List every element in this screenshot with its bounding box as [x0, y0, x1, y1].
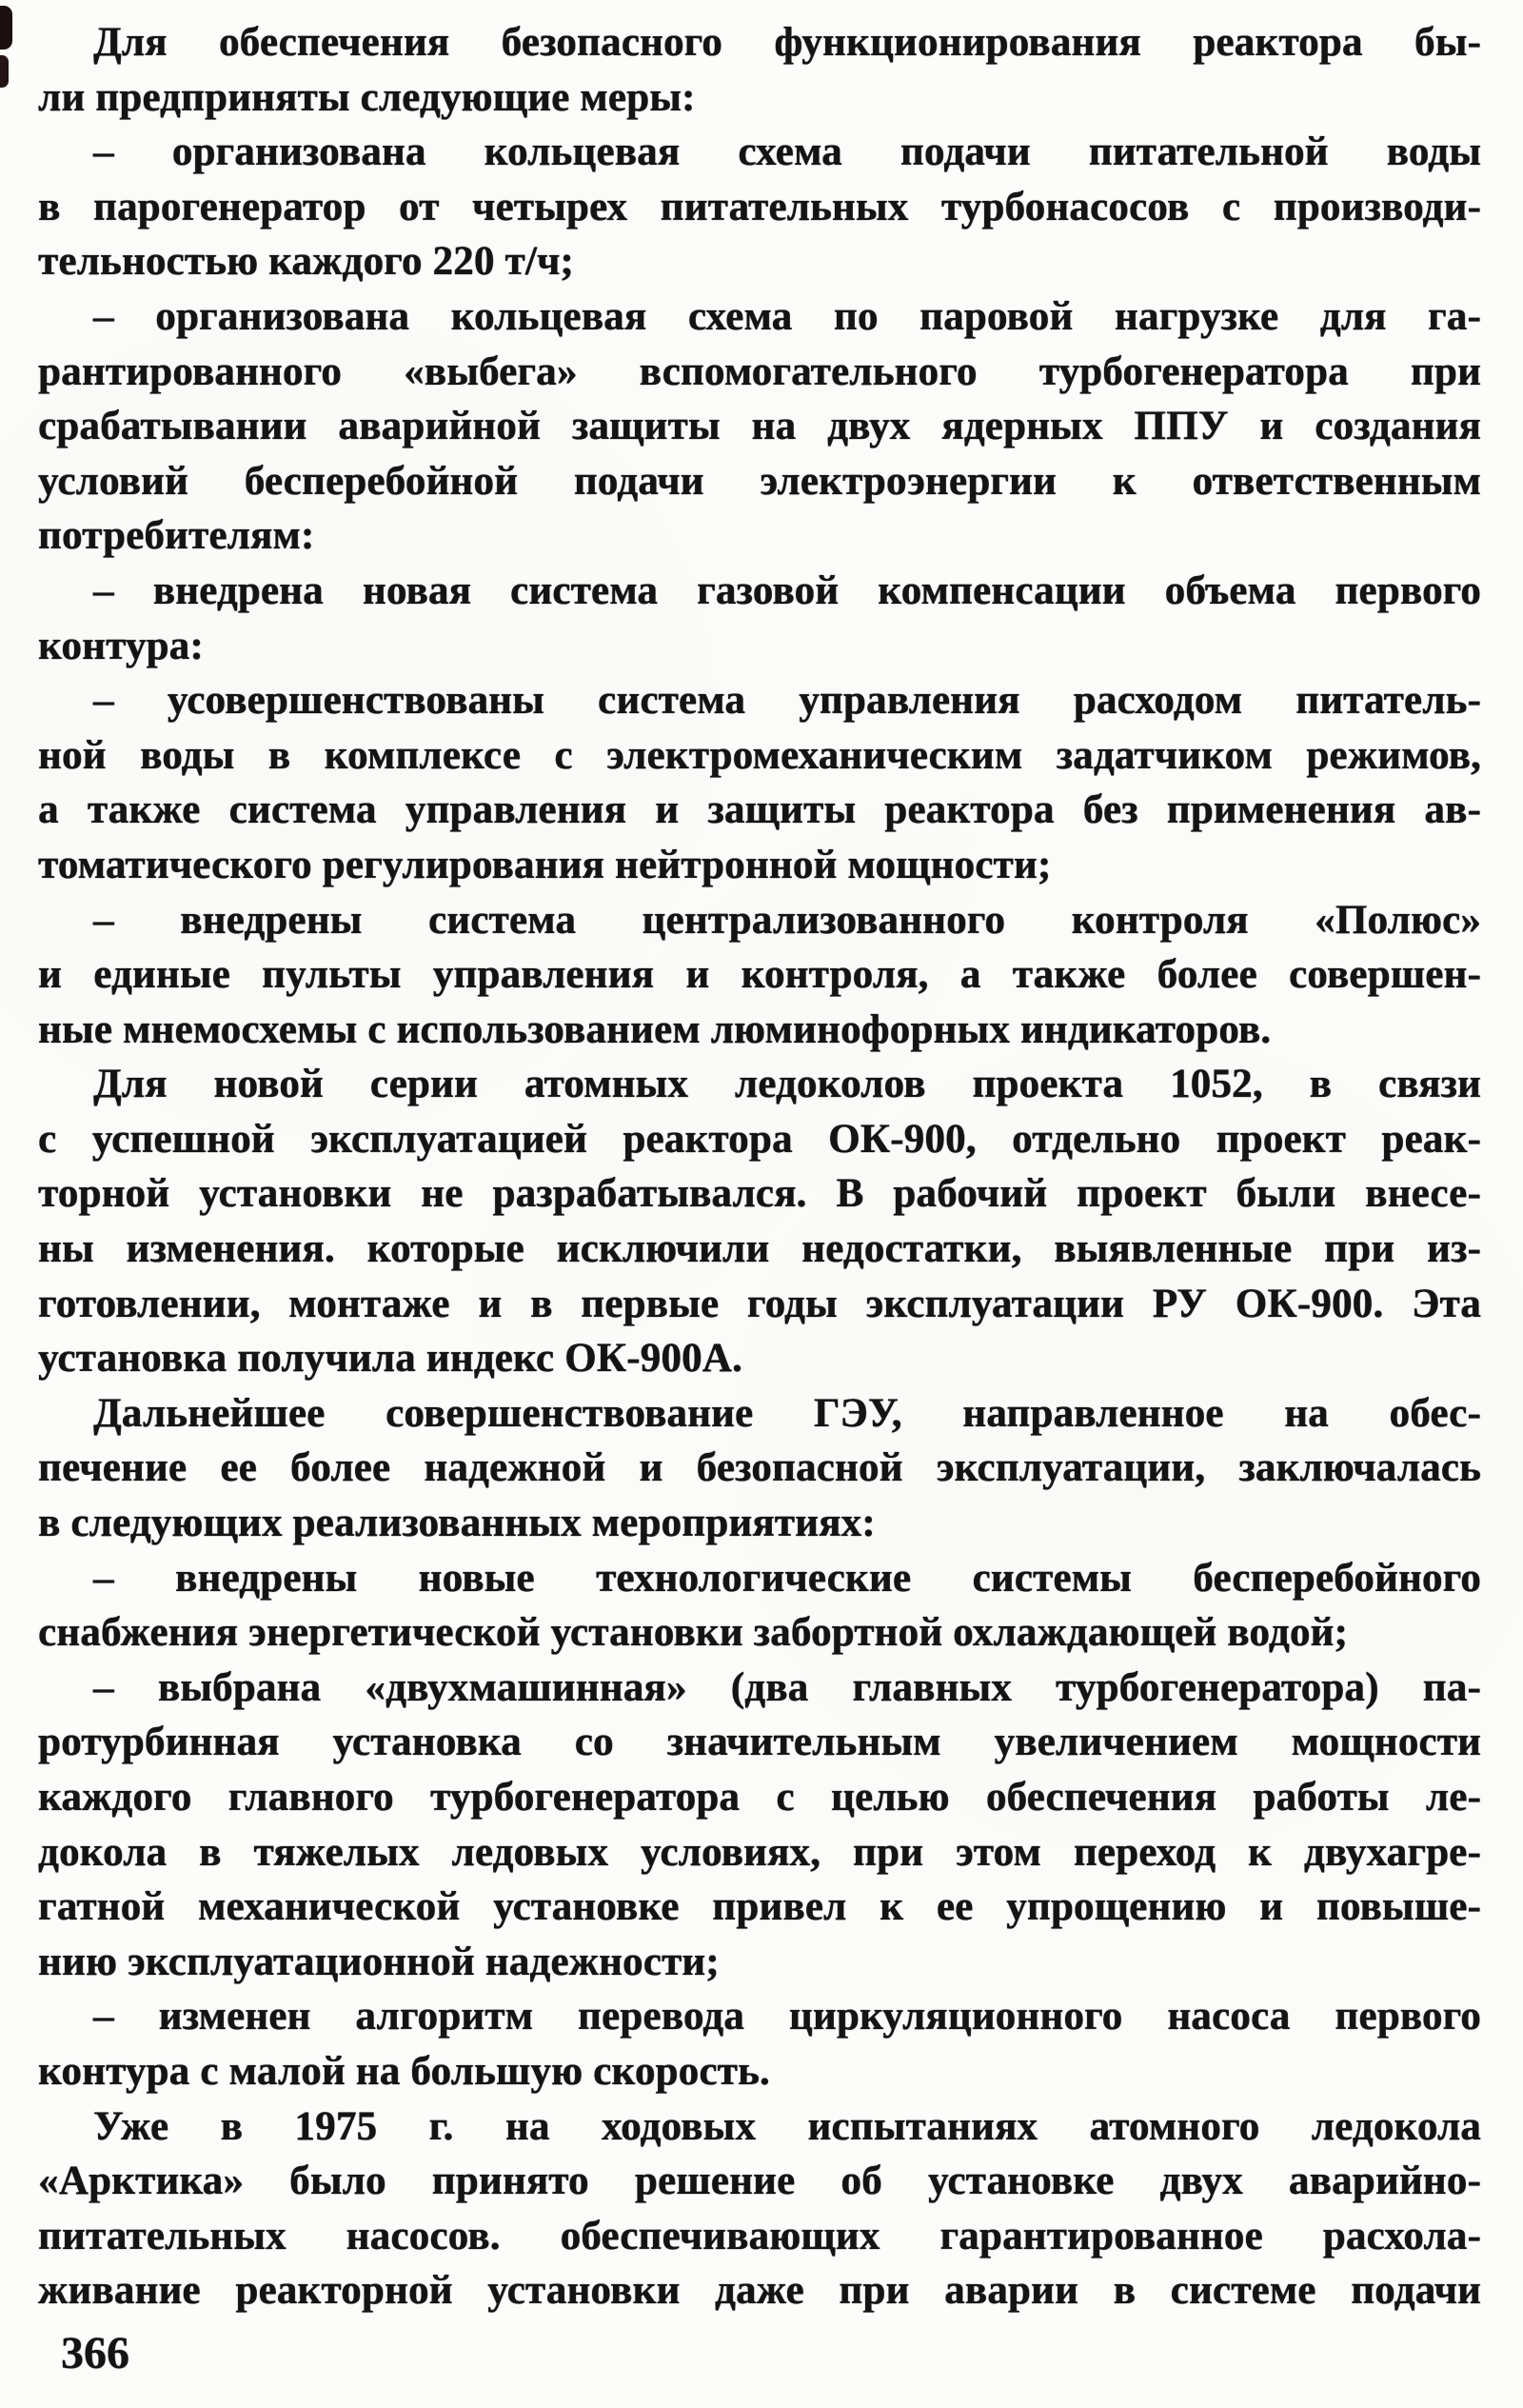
text-line: – организована кольцевая схема по паровой нагрузке для га-: [93, 293, 1481, 339]
text-line: живание реакторной установки даже при аварии в системе подачи: [38, 2268, 1481, 2314]
page-text: [38, 15, 1481, 2318]
text-line: ротурбинная установка со значительным увеличением мощности: [38, 1720, 1481, 1765]
text-line: – усовершенствованы система управления расходом питатель-: [93, 678, 1481, 724]
scan-artifact: [0, 6, 12, 50]
text-line: – организована кольцевая схема подачи питательной воды: [93, 129, 1481, 175]
text-line: печение ее более надежной и безопасной эксплуатации, заключалась: [38, 1445, 1481, 1491]
text-line: «Арктика» было принято решение об установке двух аварийно-: [38, 2159, 1481, 2204]
text-line: Дальнейшее совершенствование ГЭУ, направленное на обес-: [93, 1390, 1481, 1436]
text-line: срабатывании аварийной защиты на двух ядерных ППУ и создания: [38, 404, 1481, 449]
text-line: с успешной эксплуатацией реактора ОК-900, отдельно проект реак-: [38, 1116, 1481, 1162]
scan-artifact: [0, 55, 9, 88]
text-line: ной воды в комплексе с электромеханическим задатчиком режимов,: [38, 732, 1481, 778]
text-line: – внедрена новая система газовой компенсации объема первого: [93, 567, 1481, 613]
text-line: нию эксплуатационной надежности;: [38, 1939, 720, 1984]
text-line: торной установки не разрабатывался. В рабочий проект были внесе-: [38, 1171, 1481, 1217]
text-line: рантированного «выбега» вспомогательного турбогенератора при: [38, 348, 1481, 394]
text-line: каждого главного турбогенератора с целью обеспечения работы ле-: [38, 1775, 1481, 1820]
text-line: томатического регулирования нейтронной мощности;: [38, 842, 1052, 887]
text-line: докола в тяжелых ледовых условиях, при этом переход к двухагре-: [38, 1829, 1481, 1875]
text-line: тельностью каждого 220 т/ч;: [38, 239, 574, 285]
text-line: условий бесперебойной подачи электроэнергии к ответственным: [38, 458, 1481, 504]
text-line: установка получила индекс ОК-900А.: [38, 1336, 742, 1382]
text-line: – внедрены система централизованного контроля «Полюс»: [93, 897, 1481, 943]
text-line: и единые пульты управления и контроля, а также более совершен-: [38, 952, 1481, 998]
text-line: питательных насосов. обеспечивающих гарантированное расхола-: [38, 2213, 1481, 2259]
text-line: ные мнемосхемы с использованием люминофорных индикаторов.: [38, 1006, 1272, 1052]
text-line: ны изменения. которые исключили недостатки, выявленные при из-: [38, 1226, 1481, 1272]
text-line: – изменен алгоритм перевода циркуляционного насоса первого: [93, 1994, 1481, 2040]
text-line: контура с малой на большую скорость.: [38, 2048, 770, 2094]
text-line: контура:: [38, 623, 204, 668]
text-line: ли предприняты следующие меры:: [38, 74, 696, 120]
text-line: снабжения энергетической установки забортной охлаждающей водой;: [38, 1610, 1349, 1656]
text-line: Уже в 1975 г. на ходовых испытаниях атомного ледокола: [93, 2103, 1481, 2149]
text-line: в следующих реализованных мероприятиях:: [38, 1501, 876, 1546]
text-line: а также система управления и защиты реактора без применения ав-: [38, 787, 1481, 833]
text-line: потребителям:: [38, 513, 315, 559]
text-line: в парогенератор от четырех питательных турбонасосов с производи-: [38, 184, 1481, 229]
text-line: Для новой серии атомных ледоколов проекта 1052, в связи: [93, 1062, 1481, 1107]
text-line: готовлении, монтаже и в первые годы эксплуатации РУ ОК-900. Эта: [38, 1281, 1481, 1326]
text-line: – внедрены новые технологические системы бесперебойного: [93, 1555, 1481, 1601]
text-line: – выбрана «двухмашинная» (два главных турбогенератора) па-: [93, 1664, 1481, 1710]
text-line: Для обеспечения безопасного функционирования реактора бы-: [93, 20, 1481, 65]
page-number: 366: [61, 2328, 129, 2378]
text-line: гатной механической установке привел к ее упрощению и повыше-: [38, 1884, 1481, 1930]
